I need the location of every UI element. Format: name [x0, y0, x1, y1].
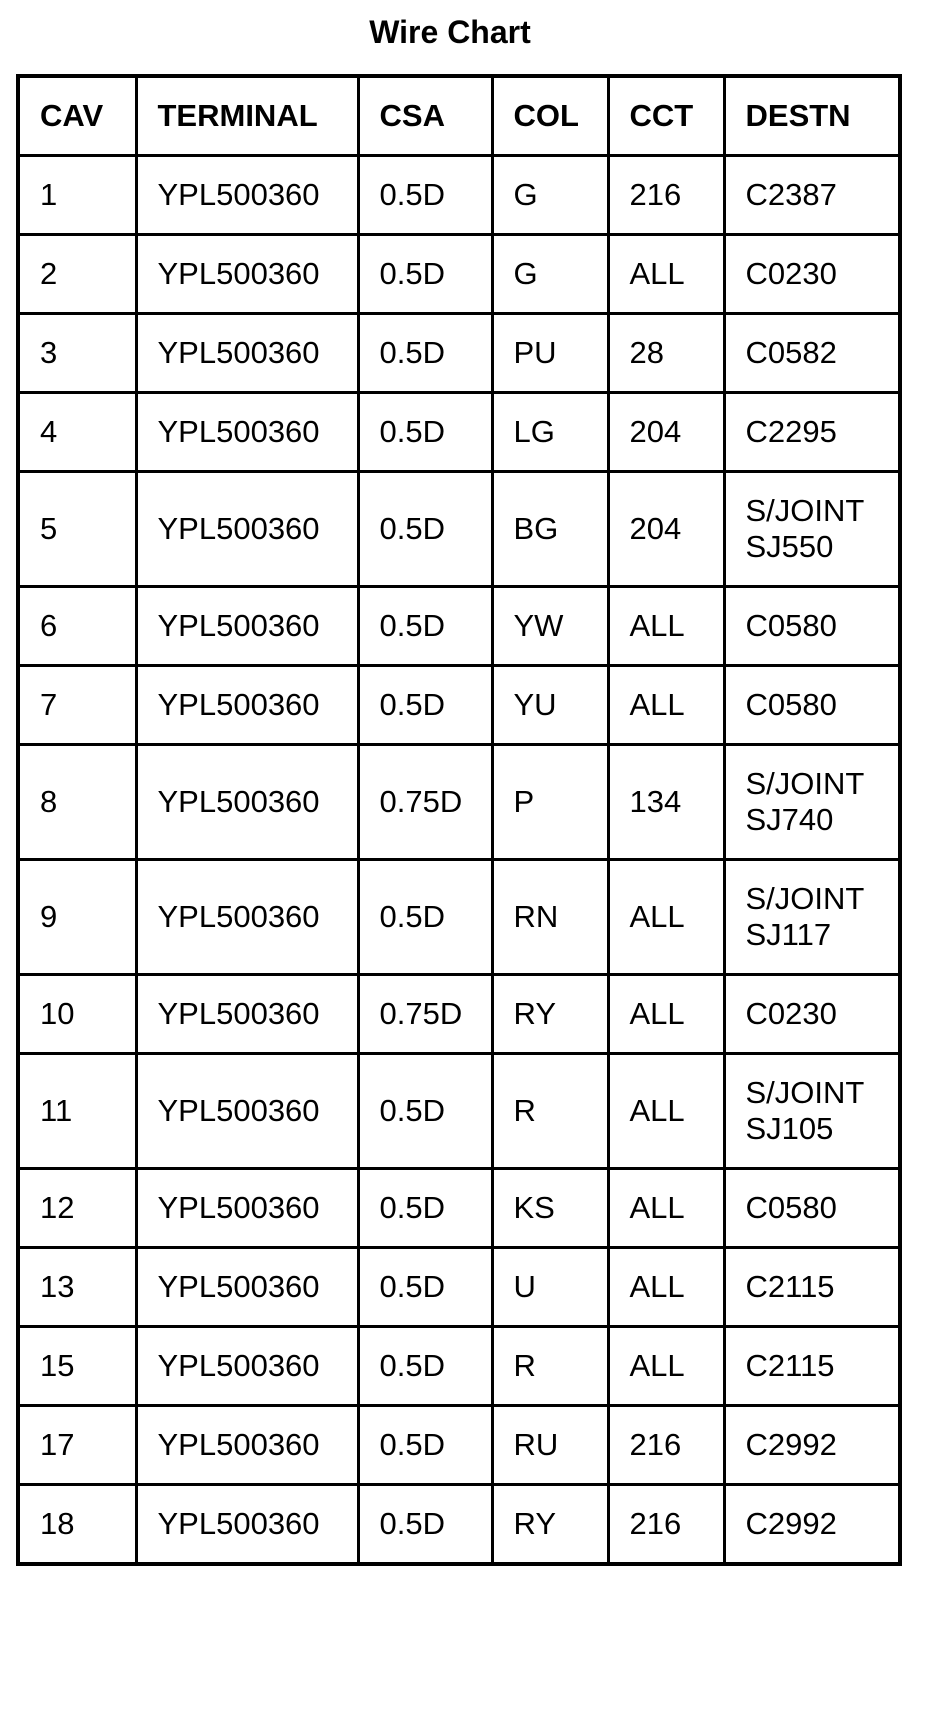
cell-col: KS — [492, 1169, 608, 1248]
table-row — [18, 666, 900, 745]
cell-terminal: YPL500360 — [136, 314, 358, 393]
cell-col: RN — [492, 860, 608, 975]
cell-cav: 8 — [18, 745, 136, 860]
table-row — [18, 314, 900, 393]
table-row — [18, 975, 900, 1054]
cell-terminal: YPL500360 — [136, 975, 358, 1054]
header-terminal: TERMINAL — [136, 76, 358, 156]
cell-destn: S/JOINT SJ550 — [724, 472, 900, 587]
cell-csa: 0.5D — [358, 860, 492, 975]
page-title: Wire Chart — [369, 14, 531, 50]
cell-destn: C0582 — [724, 314, 900, 393]
cell-csa: 0.75D — [358, 745, 492, 860]
cell-cct: ALL — [608, 1327, 724, 1406]
cell-cav: 2 — [18, 235, 136, 314]
cell-destn: C0580 — [724, 666, 900, 745]
header-destn: DESTN — [724, 76, 900, 156]
cell-terminal: YPL500360 — [136, 393, 358, 472]
cell-csa: 0.5D — [358, 1169, 492, 1248]
cell-cav: 17 — [18, 1406, 136, 1485]
cell-destn: C0230 — [724, 975, 900, 1054]
cell-col: G — [492, 156, 608, 235]
table-row — [18, 156, 900, 235]
cell-csa: 0.75D — [358, 975, 492, 1054]
table-row — [18, 235, 900, 314]
cell-cav: 9 — [18, 860, 136, 975]
cell-cct: ALL — [608, 235, 724, 314]
cell-csa: 0.5D — [358, 472, 492, 587]
cell-cct: 204 — [608, 472, 724, 587]
cell-destn: C2295 — [724, 393, 900, 472]
cell-destn: S/JOINT SJ740 — [724, 745, 900, 860]
table-row — [18, 860, 900, 975]
cell-csa: 0.5D — [358, 1406, 492, 1485]
cell-destn: C2115 — [724, 1327, 900, 1406]
cell-cct: 216 — [608, 1406, 724, 1485]
cell-col: RU — [492, 1406, 608, 1485]
cell-col: RY — [492, 1485, 608, 1565]
cell-cct: 28 — [608, 314, 724, 393]
cell-cav: 5 — [18, 472, 136, 587]
header-csa: CSA — [358, 76, 492, 156]
cell-col: RY — [492, 975, 608, 1054]
header-cct: CCT — [608, 76, 724, 156]
cell-col: LG — [492, 393, 608, 472]
table-row — [18, 1169, 900, 1248]
wire-chart-table — [16, 74, 902, 1566]
cell-destn: S/JOINT SJ117 — [724, 860, 900, 975]
cell-cav: 3 — [18, 314, 136, 393]
table-row — [18, 1054, 900, 1169]
cell-terminal: YPL500360 — [136, 745, 358, 860]
cell-csa: 0.5D — [358, 1248, 492, 1327]
cell-cav: 6 — [18, 587, 136, 666]
table-row — [18, 1248, 900, 1327]
cell-csa: 0.5D — [358, 1327, 492, 1406]
cell-terminal: YPL500360 — [136, 1054, 358, 1169]
cell-destn: C0580 — [724, 1169, 900, 1248]
cell-terminal: YPL500360 — [136, 235, 358, 314]
cell-terminal: YPL500360 — [136, 1169, 358, 1248]
table-row — [18, 1327, 900, 1406]
cell-col: BG — [492, 472, 608, 587]
cell-cav: 18 — [18, 1485, 136, 1565]
cell-cav: 1 — [18, 156, 136, 235]
header-col: COL — [492, 76, 608, 156]
cell-destn: C2115 — [724, 1248, 900, 1327]
cell-cav: 11 — [18, 1054, 136, 1169]
cell-cct: ALL — [608, 587, 724, 666]
cell-cav: 4 — [18, 393, 136, 472]
cell-col: R — [492, 1327, 608, 1406]
cell-destn: C0230 — [724, 235, 900, 314]
cell-cct: 216 — [608, 156, 724, 235]
cell-csa: 0.5D — [358, 393, 492, 472]
cell-csa: 0.5D — [358, 1485, 492, 1565]
cell-col: G — [492, 235, 608, 314]
cell-destn: S/JOINT SJ105 — [724, 1054, 900, 1169]
cell-terminal: YPL500360 — [136, 1327, 358, 1406]
cell-terminal: YPL500360 — [136, 860, 358, 975]
cell-csa: 0.5D — [358, 666, 492, 745]
cell-col: YW — [492, 587, 608, 666]
cell-cct: ALL — [608, 975, 724, 1054]
cell-cct: 134 — [608, 745, 724, 860]
table-header-row — [18, 76, 900, 156]
table-row — [18, 587, 900, 666]
cell-terminal: YPL500360 — [136, 1406, 358, 1485]
cell-terminal: YPL500360 — [136, 1485, 358, 1565]
cell-cct: 216 — [608, 1485, 724, 1565]
cell-col: U — [492, 1248, 608, 1327]
cell-cct: ALL — [608, 666, 724, 745]
cell-destn: C2992 — [724, 1485, 900, 1565]
cell-cct: ALL — [608, 1169, 724, 1248]
cell-destn: C0580 — [724, 587, 900, 666]
cell-col: PU — [492, 314, 608, 393]
cell-csa: 0.5D — [358, 587, 492, 666]
cell-terminal: YPL500360 — [136, 156, 358, 235]
table-row — [18, 393, 900, 472]
cell-terminal: YPL500360 — [136, 666, 358, 745]
header-cav: CAV — [18, 76, 136, 156]
cell-cav: 13 — [18, 1248, 136, 1327]
cell-cct: 204 — [608, 393, 724, 472]
cell-csa: 0.5D — [358, 314, 492, 393]
cell-col: YU — [492, 666, 608, 745]
cell-cct: ALL — [608, 860, 724, 975]
cell-cct: ALL — [608, 1054, 724, 1169]
cell-terminal: YPL500360 — [136, 472, 358, 587]
table-row — [18, 472, 900, 587]
cell-cav: 12 — [18, 1169, 136, 1248]
cell-cav: 15 — [18, 1327, 136, 1406]
cell-destn: C2992 — [724, 1406, 900, 1485]
cell-terminal: YPL500360 — [136, 1248, 358, 1327]
cell-cav: 7 — [18, 666, 136, 745]
cell-cct: ALL — [608, 1248, 724, 1327]
cell-csa: 0.5D — [358, 156, 492, 235]
cell-col: P — [492, 745, 608, 860]
cell-destn: C2387 — [724, 156, 900, 235]
cell-cav: 10 — [18, 975, 136, 1054]
table-row — [18, 1485, 900, 1565]
table-row — [18, 1406, 900, 1485]
cell-csa: 0.5D — [358, 235, 492, 314]
cell-csa: 0.5D — [358, 1054, 492, 1169]
table-row — [18, 745, 900, 860]
cell-terminal: YPL500360 — [136, 587, 358, 666]
cell-col: R — [492, 1054, 608, 1169]
